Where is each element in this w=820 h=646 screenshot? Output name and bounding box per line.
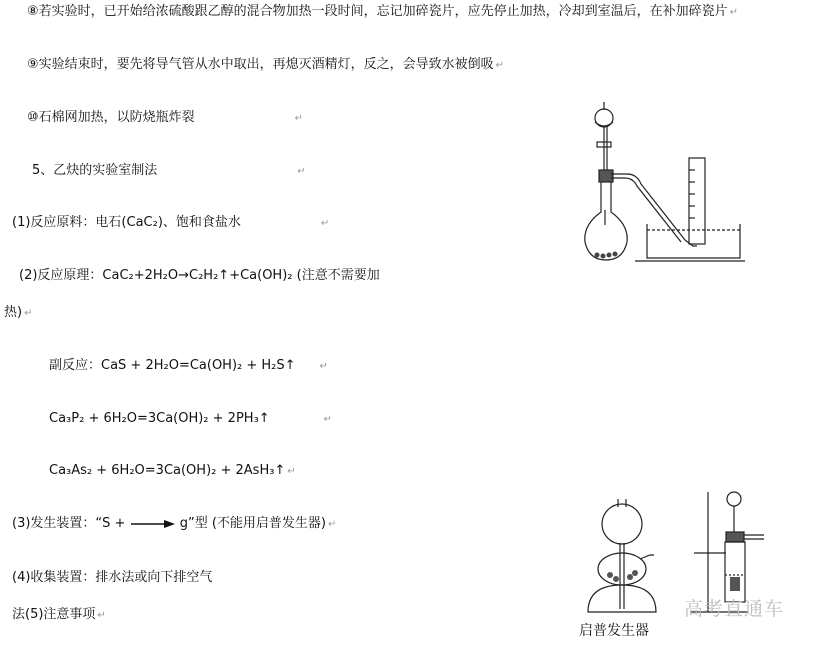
side-reaction-2: Ca₃P₂ + 6H₂O=3Ca(OH)₂ + 2PH₃↑ ↵	[49, 411, 333, 426]
return-mark: ↵	[294, 113, 304, 124]
return-mark: ↵	[297, 166, 306, 177]
return-mark: ↵	[320, 218, 330, 229]
return-mark: ↵	[495, 60, 505, 71]
kipp-generator-diagram	[580, 497, 670, 617]
reaction-principle-cont: 热) ↵	[4, 305, 33, 320]
precautions: 法(5)注意事项 ↵	[12, 607, 106, 622]
return-mark: ↵	[327, 519, 337, 530]
return-mark: ↵	[729, 7, 739, 18]
reaction-materials: (1)反应原料：电石(CaC₂)、饱和食盐水 ↵	[12, 215, 330, 230]
note-8: ⑧若实验时，已开始给浓硫酸跟乙醇的混合物加热一段时间，忘记加碎瓷片，应先停止加热，冷却到室温后，在补加碎瓷片 ↵	[27, 4, 739, 19]
collection-method: (4)收集装置：排水法或向下排空气	[12, 570, 213, 585]
reaction-principle: (2)反应原理：CaC₂+2H₂O→C₂H₂↑+Ca(OH)₂ (注意不需要加	[19, 268, 380, 283]
note-10: ⑩石棉网加热，以防烧瓶炸裂 ↵	[27, 110, 304, 125]
note-9: ⑨实验结束时，要先将导气管从水中取出，再熄灭酒精灯，反之，会导致水被倒吸 ↵	[27, 57, 505, 72]
figure-caption: 启普发生器	[579, 623, 649, 639]
arrow-icon	[130, 519, 176, 529]
watermark: 高考直通车	[684, 598, 785, 620]
return-mark: ↵	[319, 361, 328, 372]
return-mark: ↵	[323, 414, 333, 425]
section-heading: 5、乙炔的实验室制法 ↵	[32, 163, 306, 178]
side-reaction-1: 副反应：CaS + 2H₂O=Ca(OH)₂ + H₂S↑ ↵	[49, 358, 328, 373]
return-mark: ↵	[24, 308, 33, 319]
side-reaction-3: Ca₃As₂ + 6H₂O=3Ca(OH)₂ + 2AsH₃↑ ↵	[49, 463, 296, 478]
flask-apparatus-diagram	[575, 100, 750, 265]
return-mark: ↵	[287, 466, 296, 477]
apparatus-type: (3)发生装置：“S + g”型 (不能用启普发生器) ↵	[12, 516, 337, 531]
return-mark: ↵	[97, 610, 106, 621]
